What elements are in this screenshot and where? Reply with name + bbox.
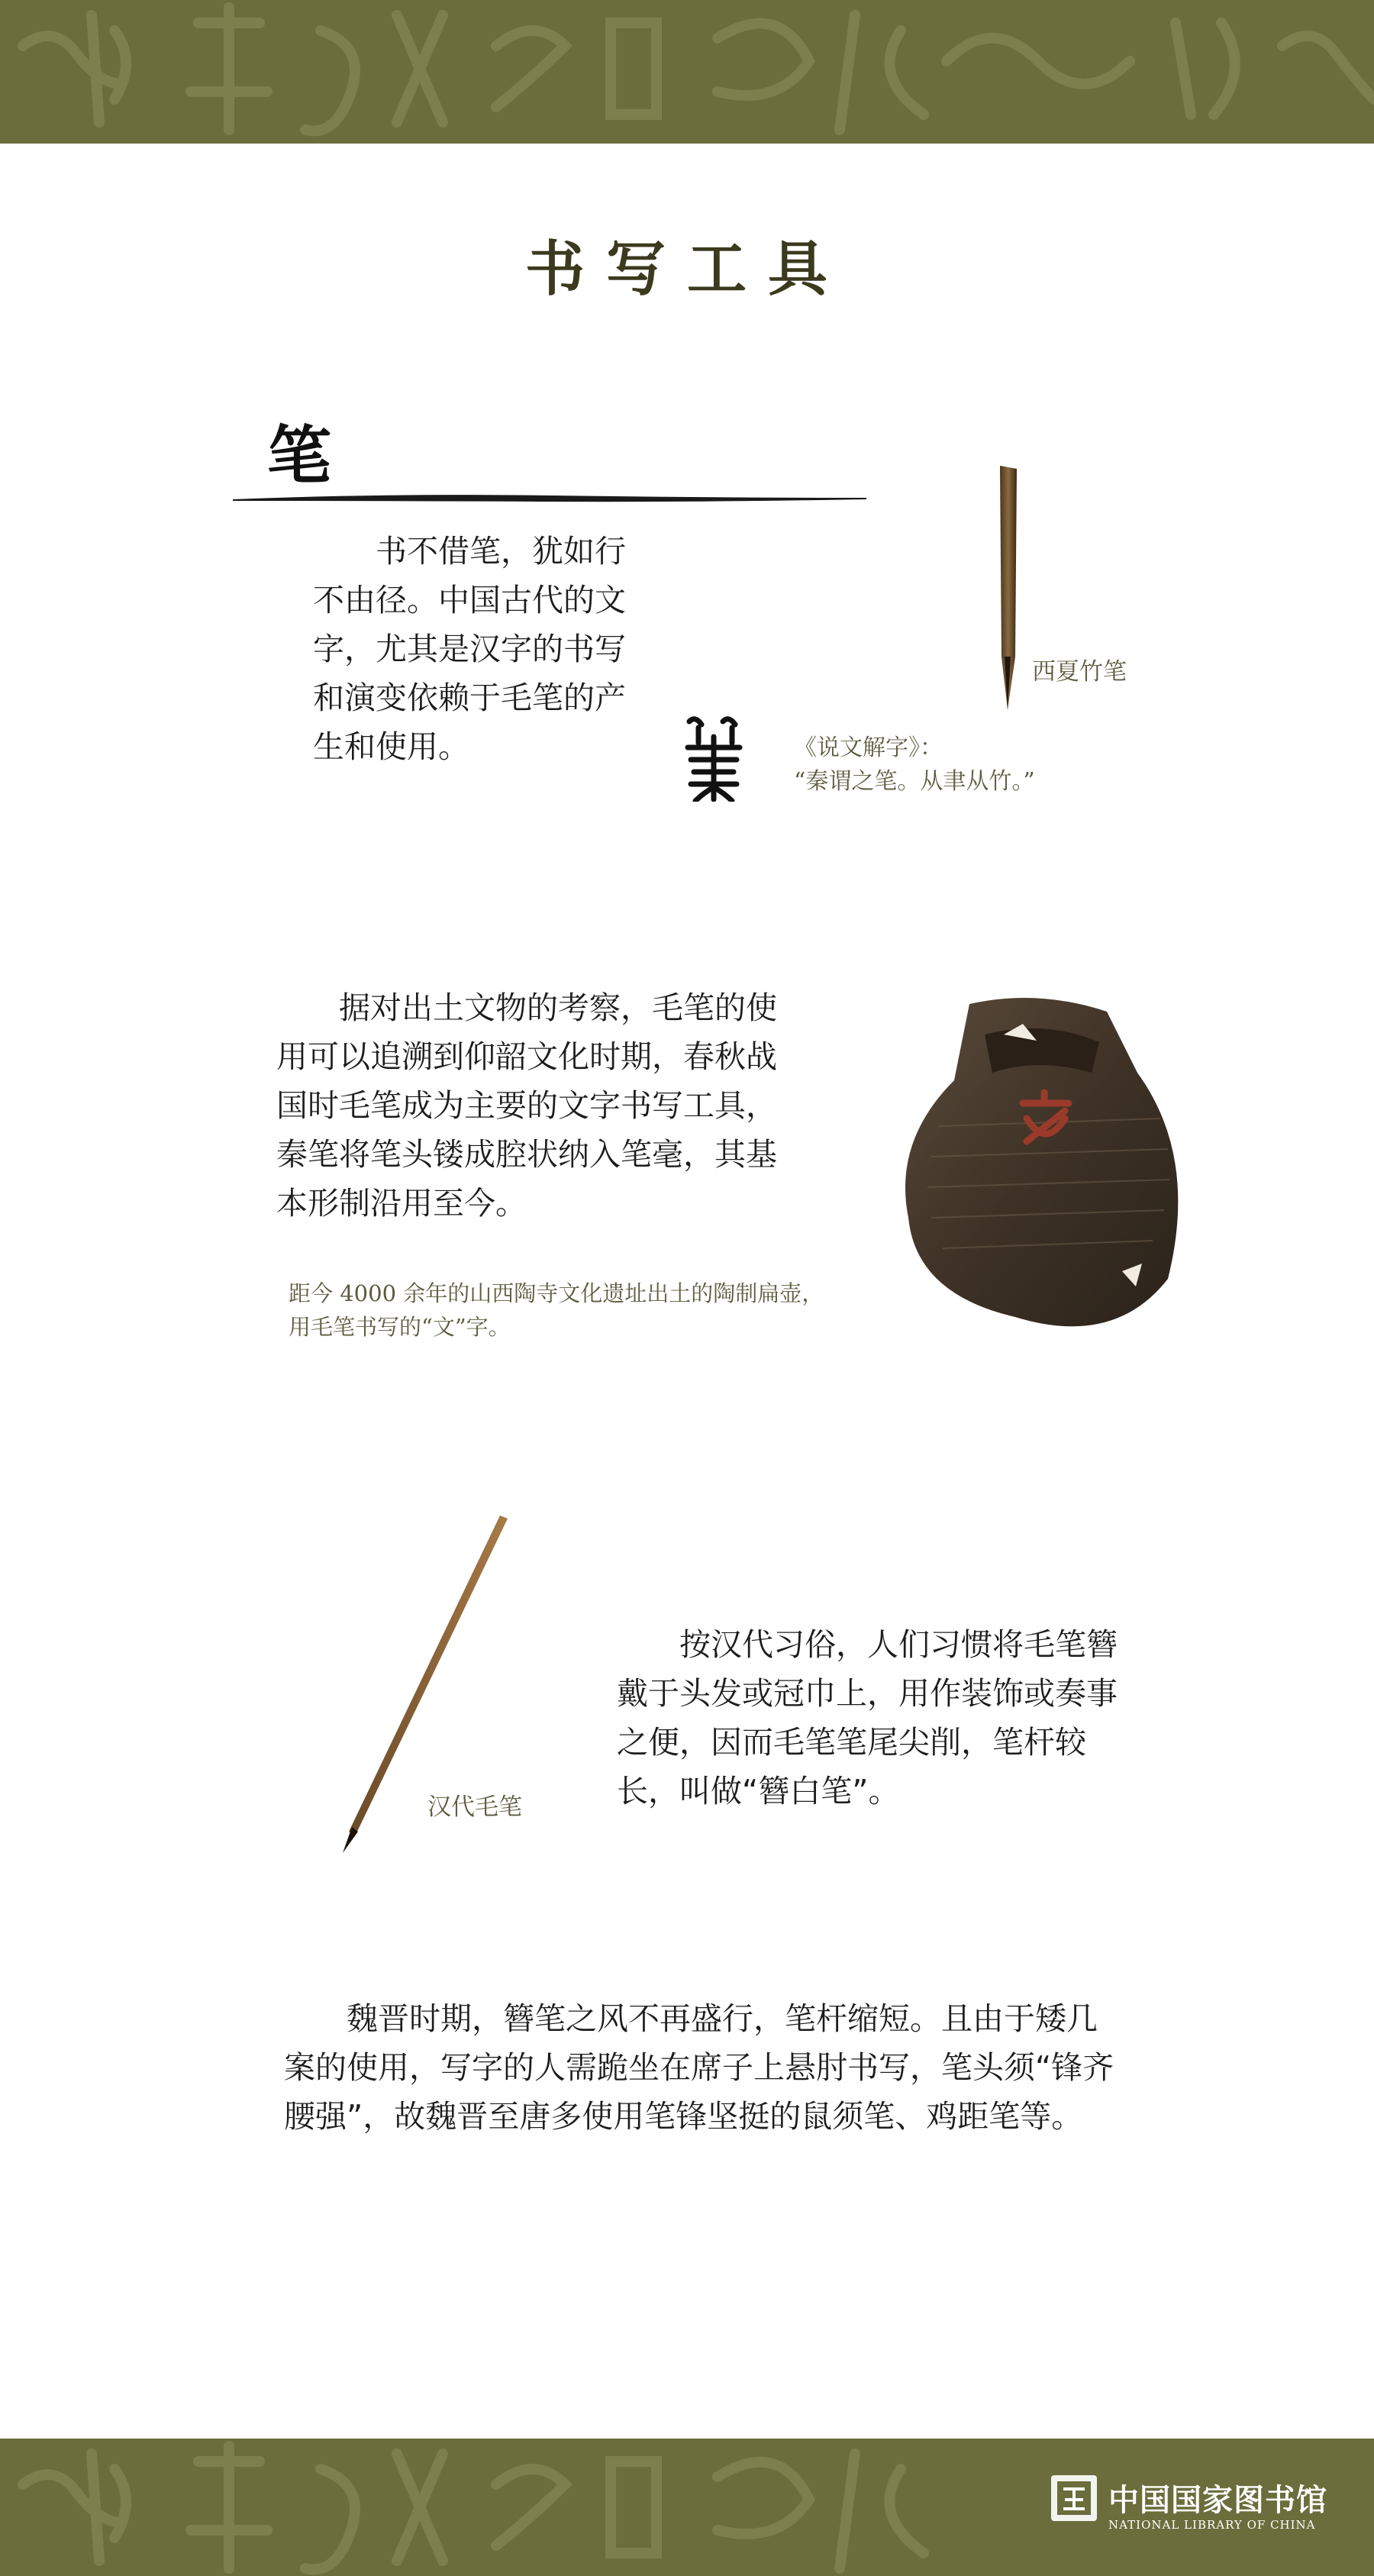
history-paragraph: 据对出土文物的考察，毛笔的使用可以追溯到仰韶文化时期，春秋战国时毛笔成为主要的文字书写工具，秦笔将笔头镂成腔状纳入笔毫，其基本形制沿用至今。 (276, 989, 777, 1222)
calligraphy-pattern (0, 0, 1374, 144)
seal-script-bi-icon (683, 714, 744, 802)
brush-stroke-divider (233, 489, 866, 507)
bamboo-brush-image (985, 466, 1030, 718)
han-custom-paragraph: 按汉代习俗，人们习惯将毛笔簪戴于头发或冠巾上，用作装饰或奏事之便，因而毛笔笔尾尖削，笔杆较长，叫做“簪白笔”。 (617, 1626, 1118, 1809)
caption-shuowen-line1: 《说文解字》： (794, 734, 943, 761)
library-name-cn: 中国国家图书馆 (1108, 2482, 1327, 2518)
caption-xixia-brush: 西夏竹笔 (1032, 658, 1127, 686)
caption-pottery-line2: 用毛笔书写的“文”字。 (289, 1314, 511, 1340)
section-heading: 笔 (267, 418, 332, 493)
pottery-flask-image (870, 989, 1206, 1355)
caption-shuowen-line2: “秦谓之笔。从聿从竹。” (794, 768, 1035, 795)
intro-paragraph: 书不借笔，犹如行不由径。中国古代的文字，尤其是汉字的书写和演变依赖于毛笔的产生和使用。 (313, 533, 626, 765)
caption-pottery-line1: 距今 4000 余年的山西陶寺文化遗址出土的陶制扁壶， (289, 1280, 824, 1306)
top-banner (0, 0, 1374, 144)
caption-han-brush: 汉代毛笔 (427, 1793, 522, 1821)
page-title: 书写工具 (524, 234, 849, 304)
caption-pottery (289, 1277, 892, 1344)
caption-shuowen (794, 731, 1145, 799)
weijin-paragraph: 魏晋时期，簪笔之风不再盛行，笔杆缩短。且由于矮几案的使用，写字的人需跪坐在席子上悬肘书写，笔头须“锋齐腰强”，故魏晋至唐多使用笔锋坚挺的鼠须笔、鸡距笔等。 (284, 2000, 1114, 2135)
library-logo-icon (1050, 2474, 1098, 2523)
library-name-en: NATIONAL LIBRARY OF CHINA (1108, 2518, 1316, 2532)
